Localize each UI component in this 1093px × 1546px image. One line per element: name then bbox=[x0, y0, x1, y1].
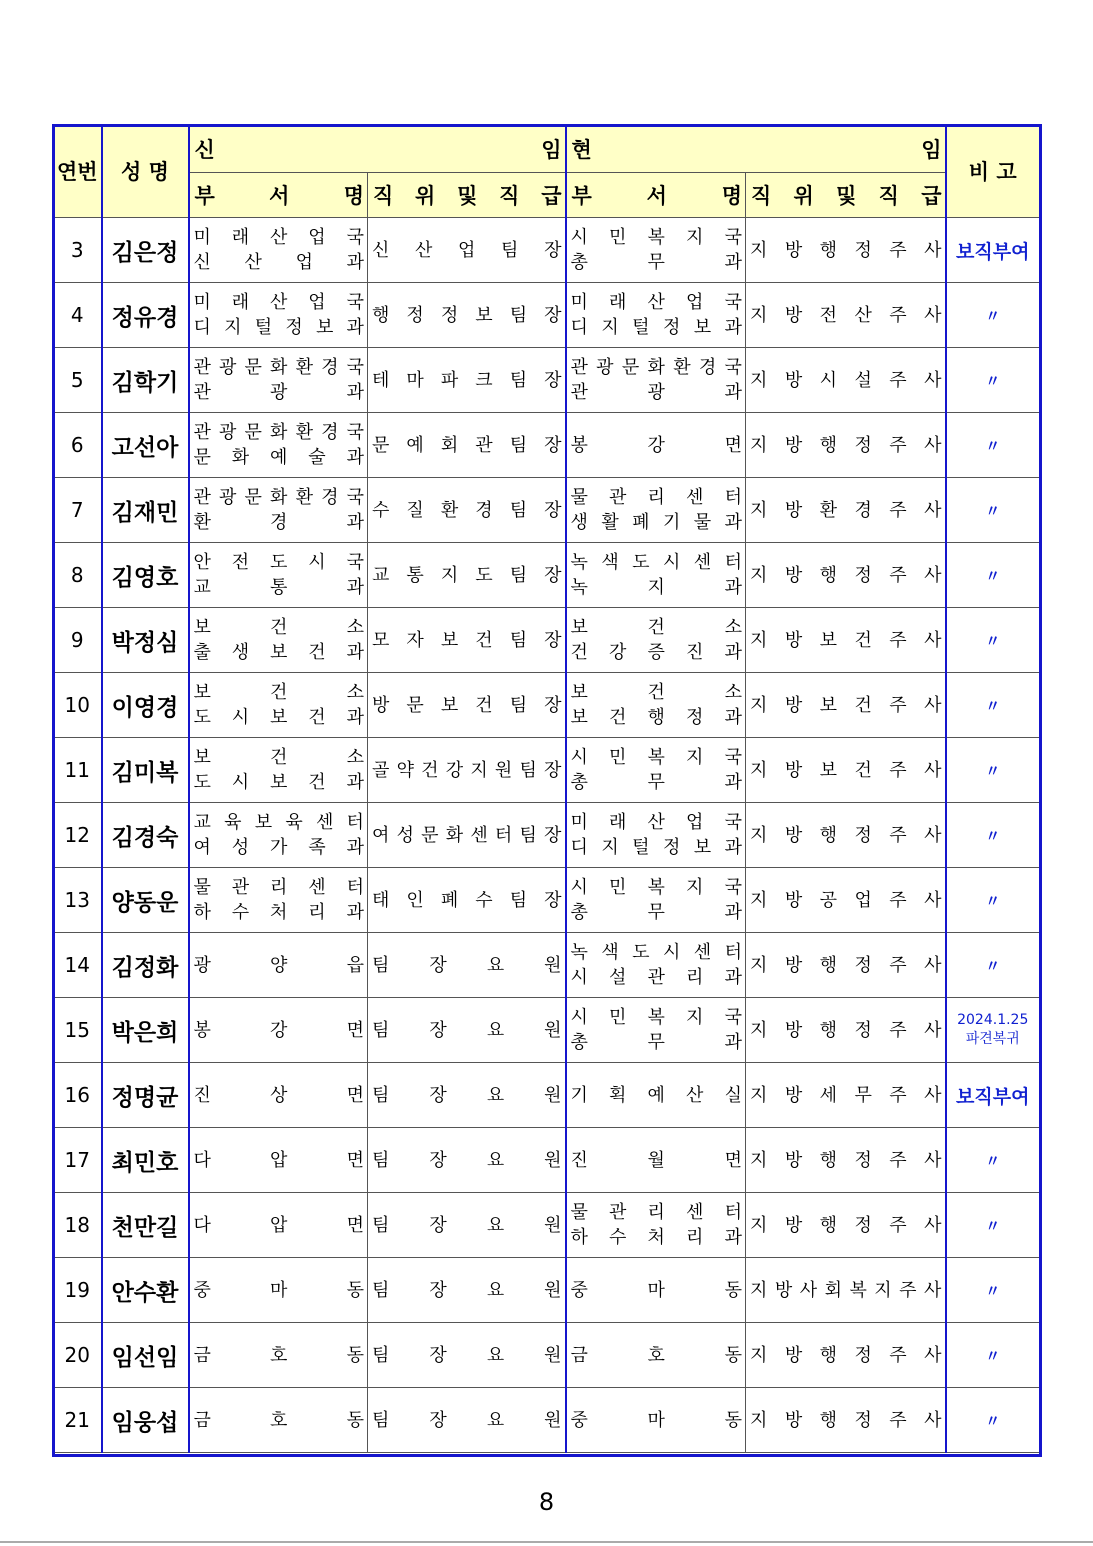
current-position: 지 방 행 정 주 사 bbox=[746, 413, 946, 478]
current-position: 지 방 행 정 주 사 bbox=[746, 543, 946, 608]
row-number: 9 bbox=[54, 608, 102, 673]
row-name: 김미복 bbox=[102, 738, 189, 803]
current-department: 기 획 예 산 실 bbox=[566, 1063, 746, 1128]
new-position: 테 마 파 크 팀 장 bbox=[368, 348, 566, 413]
current-department: 중 마 동 bbox=[566, 1258, 746, 1323]
current-position: 지 방 공 업 주 사 bbox=[746, 868, 946, 933]
page-bottom-rule bbox=[0, 1541, 1093, 1543]
row-number: 19 bbox=[54, 1258, 102, 1323]
new-position: 방 문 보 건 팀 장 bbox=[368, 673, 566, 738]
row-number: 5 bbox=[54, 348, 102, 413]
new-position: 팀 장 요 원 bbox=[368, 1258, 566, 1323]
header-name: 성 명 bbox=[102, 125, 189, 218]
page-number: 8 bbox=[538, 1488, 555, 1516]
row-number: 11 bbox=[54, 738, 102, 803]
header-cur-dept bbox=[566, 173, 746, 218]
current-department: 시 민 복 지 국 총 무 과 bbox=[566, 738, 746, 803]
hp-5: 급 bbox=[921, 184, 942, 208]
current-department: 보 건 소 건 강 증 진 과 bbox=[566, 608, 746, 673]
row-number: 6 bbox=[54, 413, 102, 478]
new-position: 팀 장 요 원 bbox=[368, 1388, 566, 1453]
current-position: 지 방 보 건 주 사 bbox=[746, 608, 946, 673]
current-position: 지 방 행 정 주 사 bbox=[746, 998, 946, 1063]
new-position: 여 성 문 화 센 터 팀 장 bbox=[368, 803, 566, 868]
new-department: 보 건 소 출 생 보 건 과 bbox=[189, 608, 368, 673]
new-position: 팀 장 요 원 bbox=[368, 1128, 566, 1193]
row-number: 10 bbox=[54, 673, 102, 738]
new-position: 팀 장 요 원 bbox=[368, 1063, 566, 1128]
table-row bbox=[54, 998, 1040, 1063]
row-remark: 〃 bbox=[946, 348, 1040, 413]
row-remark bbox=[946, 998, 1040, 1063]
current-position: 지 방 환 경 주 사 bbox=[746, 478, 946, 543]
row-remark: 〃 bbox=[946, 868, 1040, 933]
new-department: 보 건 소 도 시 보 건 과 bbox=[189, 738, 368, 803]
current-position: 지 방 행 정 주 사 bbox=[746, 1128, 946, 1193]
current-department: 시 민 복 지 국 총 무 과 bbox=[566, 868, 746, 933]
current-department: 미 래 산 업 국 디 지 털 정 보 과 bbox=[566, 803, 746, 868]
table-row bbox=[54, 1258, 1040, 1323]
row-remark: 〃 bbox=[946, 1323, 1040, 1388]
table-row bbox=[54, 413, 1040, 478]
new-position: 모 자 보 건 팀 장 bbox=[368, 608, 566, 673]
row-name: 김학기 bbox=[102, 348, 189, 413]
row-name: 양동운 bbox=[102, 868, 189, 933]
hp-4: 직 bbox=[499, 184, 520, 208]
header-new-post-b: 임 bbox=[541, 137, 562, 162]
row-remark: 〃 bbox=[946, 803, 1040, 868]
row-remark: 보직부여 bbox=[946, 218, 1040, 283]
table-row bbox=[54, 868, 1040, 933]
hd-2: 서 bbox=[646, 184, 667, 208]
row-name: 임웅섭 bbox=[102, 1388, 189, 1453]
table-row bbox=[54, 543, 1040, 608]
remark-line: 파견복귀 bbox=[965, 1031, 1020, 1047]
new-position: 팀 장 요 원 bbox=[368, 1193, 566, 1258]
new-position: 팀 장 요 원 bbox=[368, 1323, 566, 1388]
new-position: 교 통 지 도 팀 장 bbox=[368, 543, 566, 608]
table-row bbox=[54, 218, 1040, 283]
current-department: 관 광 문 화 환 경 국 관 광 과 bbox=[566, 348, 746, 413]
current-department: 진 월 면 bbox=[566, 1128, 746, 1193]
current-position: 지 방 사 회 복 지 주 사 bbox=[746, 1258, 946, 1323]
row-remark: 〃 bbox=[946, 1258, 1040, 1323]
table-row bbox=[54, 1063, 1040, 1128]
current-position: 지 방 행 정 주 사 bbox=[746, 803, 946, 868]
header-no: 연번 bbox=[54, 125, 102, 218]
current-department: 물 관 리 센 터 하 수 처 리 과 bbox=[566, 1193, 746, 1258]
hp-2: 위 bbox=[793, 184, 814, 208]
table-row bbox=[54, 803, 1040, 868]
new-department: 교 육 보 육 센 터 여 성 가 족 과 bbox=[189, 803, 368, 868]
new-position: 팀 장 요 원 bbox=[368, 933, 566, 998]
hd-1: 부 bbox=[571, 184, 592, 208]
row-number: 12 bbox=[54, 803, 102, 868]
row-remark: 보직부여 bbox=[946, 1063, 1040, 1128]
current-position: 지 방 세 무 주 사 bbox=[746, 1063, 946, 1128]
current-department: 녹 색 도 시 센 터 녹 지 과 bbox=[566, 543, 746, 608]
new-department: 금 호 동 bbox=[189, 1388, 368, 1453]
row-name: 정유경 bbox=[102, 283, 189, 348]
row-number: 13 bbox=[54, 868, 102, 933]
new-position: 골 약 건 강 지 원 팀 장 bbox=[368, 738, 566, 803]
table-row bbox=[54, 673, 1040, 738]
table-row bbox=[54, 478, 1040, 543]
row-name: 김은정 bbox=[102, 218, 189, 283]
new-department: 중 마 동 bbox=[189, 1258, 368, 1323]
hd-3: 명 bbox=[343, 184, 364, 208]
current-position: 지 방 행 정 주 사 bbox=[746, 933, 946, 998]
header-remark: 비 고 bbox=[946, 125, 1040, 218]
current-position: 지 방 보 건 주 사 bbox=[746, 673, 946, 738]
new-department: 봉 강 면 bbox=[189, 998, 368, 1063]
row-remark: 〃 bbox=[946, 413, 1040, 478]
header-row-2 bbox=[54, 173, 1040, 218]
row-name: 김재민 bbox=[102, 478, 189, 543]
current-position: 지 방 시 설 주 사 bbox=[746, 348, 946, 413]
row-name: 김정화 bbox=[102, 933, 189, 998]
current-department: 물 관 리 센 터 생 활 폐 기 물 과 bbox=[566, 478, 746, 543]
row-number: 4 bbox=[54, 283, 102, 348]
table-row bbox=[54, 1128, 1040, 1193]
row-remark: 〃 bbox=[946, 478, 1040, 543]
hp-3: 및 bbox=[836, 184, 857, 208]
row-name: 김경숙 bbox=[102, 803, 189, 868]
new-position: 수 질 환 경 팀 장 bbox=[368, 478, 566, 543]
row-name: 고선아 bbox=[102, 413, 189, 478]
current-department: 봉 강 면 bbox=[566, 413, 746, 478]
header-new-post bbox=[189, 125, 566, 173]
row-name: 최민호 bbox=[102, 1128, 189, 1193]
row-name: 정명균 bbox=[102, 1063, 189, 1128]
new-department: 안 전 도 시 국 교 통 과 bbox=[189, 543, 368, 608]
row-number: 7 bbox=[54, 478, 102, 543]
row-number: 18 bbox=[54, 1193, 102, 1258]
row-remark: 〃 bbox=[946, 283, 1040, 348]
new-department: 미 래 산 업 국 디 지 털 정 보 과 bbox=[189, 283, 368, 348]
row-name: 박정심 bbox=[102, 608, 189, 673]
row-remark: 〃 bbox=[946, 1128, 1040, 1193]
hp-1: 직 bbox=[373, 184, 394, 208]
header-cur-position bbox=[746, 173, 946, 218]
table-row bbox=[54, 608, 1040, 673]
row-number: 16 bbox=[54, 1063, 102, 1128]
row-name: 박은희 bbox=[102, 998, 189, 1063]
new-department: 관 광 문 화 환 경 국 문 화 예 술 과 bbox=[189, 413, 368, 478]
new-department: 보 건 소 도 시 보 건 과 bbox=[189, 673, 368, 738]
table-row bbox=[54, 1323, 1040, 1388]
hd-3: 명 bbox=[721, 184, 742, 208]
current-position: 지 방 행 정 주 사 bbox=[746, 218, 946, 283]
hp-5: 급 bbox=[541, 184, 562, 208]
current-position: 지 방 전 산 주 사 bbox=[746, 283, 946, 348]
new-department: 다 압 면 bbox=[189, 1128, 368, 1193]
row-remark: 〃 bbox=[946, 673, 1040, 738]
new-department: 광 양 읍 bbox=[189, 933, 368, 998]
table-row bbox=[54, 1193, 1040, 1258]
current-department: 녹 색 도 시 센 터 시 설 관 리 과 bbox=[566, 933, 746, 998]
row-remark: 〃 bbox=[946, 738, 1040, 803]
row-number: 20 bbox=[54, 1323, 102, 1388]
table-row bbox=[54, 1388, 1040, 1453]
hp-3: 및 bbox=[457, 184, 478, 208]
current-department: 시 민 복 지 국 총 무 과 bbox=[566, 218, 746, 283]
new-position: 행 정 정 보 팀 장 bbox=[368, 283, 566, 348]
current-department: 시 민 복 지 국 총 무 과 bbox=[566, 998, 746, 1063]
row-remark: 〃 bbox=[946, 933, 1040, 998]
header-new-post-a: 신 bbox=[194, 137, 215, 162]
new-department: 관 광 문 화 환 경 국 환 경 과 bbox=[189, 478, 368, 543]
row-name: 안수환 bbox=[102, 1258, 189, 1323]
header-new-dept bbox=[189, 173, 368, 218]
current-position: 지 방 행 정 주 사 bbox=[746, 1193, 946, 1258]
row-name: 천만길 bbox=[102, 1193, 189, 1258]
current-department: 보 건 소 보 건 행 정 과 bbox=[566, 673, 746, 738]
current-department: 금 호 동 bbox=[566, 1323, 746, 1388]
new-position: 팀 장 요 원 bbox=[368, 998, 566, 1063]
row-name: 이영경 bbox=[102, 673, 189, 738]
current-department: 미 래 산 업 국 디 지 털 정 보 과 bbox=[566, 283, 746, 348]
row-number: 17 bbox=[54, 1128, 102, 1193]
row-number: 8 bbox=[54, 543, 102, 608]
row-number: 3 bbox=[54, 218, 102, 283]
new-department: 물 관 리 센 터 하 수 처 리 과 bbox=[189, 868, 368, 933]
current-department: 중 마 동 bbox=[566, 1388, 746, 1453]
row-remark: 〃 bbox=[946, 1388, 1040, 1453]
current-position: 지 방 행 정 주 사 bbox=[746, 1323, 946, 1388]
header-current-post bbox=[566, 125, 946, 173]
new-department: 진 상 면 bbox=[189, 1063, 368, 1128]
table-row bbox=[54, 283, 1040, 348]
header-cur-post-a: 현 bbox=[571, 137, 592, 162]
hp-4: 직 bbox=[878, 184, 899, 208]
current-position: 지 방 행 정 주 사 bbox=[746, 1388, 946, 1453]
row-remark: 〃 bbox=[946, 543, 1040, 608]
table-row bbox=[54, 348, 1040, 413]
row-remark: 〃 bbox=[946, 1193, 1040, 1258]
header-cur-post-b: 임 bbox=[921, 137, 942, 162]
remark-line: 2024.1.25 bbox=[957, 1012, 1029, 1028]
table-row bbox=[54, 738, 1040, 803]
hd-1: 부 bbox=[194, 184, 215, 208]
hd-2: 서 bbox=[269, 184, 290, 208]
new-department: 미 래 산 업 국 신 산 업 과 bbox=[189, 218, 368, 283]
row-number: 14 bbox=[54, 933, 102, 998]
row-remark: 〃 bbox=[946, 608, 1040, 673]
row-name: 김영호 bbox=[102, 543, 189, 608]
table-row bbox=[54, 933, 1040, 998]
hp-1: 직 bbox=[751, 184, 772, 208]
new-position: 문 예 회 관 팀 장 bbox=[368, 413, 566, 478]
current-position: 지 방 보 건 주 사 bbox=[746, 738, 946, 803]
row-name: 임선임 bbox=[102, 1323, 189, 1388]
new-department: 금 호 동 bbox=[189, 1323, 368, 1388]
row-number: 21 bbox=[54, 1388, 102, 1453]
hp-2: 위 bbox=[415, 184, 436, 208]
header-new-position bbox=[368, 173, 566, 218]
new-position: 신 산 업 팀 장 bbox=[368, 218, 566, 283]
new-position: 태 인 폐 수 팀 장 bbox=[368, 868, 566, 933]
header-row-1 bbox=[54, 125, 1040, 173]
new-department: 관 광 문 화 환 경 국 관 광 과 bbox=[189, 348, 368, 413]
personnel-table bbox=[53, 124, 1040, 1453]
new-department: 다 압 면 bbox=[189, 1193, 368, 1258]
row-number: 15 bbox=[54, 998, 102, 1063]
